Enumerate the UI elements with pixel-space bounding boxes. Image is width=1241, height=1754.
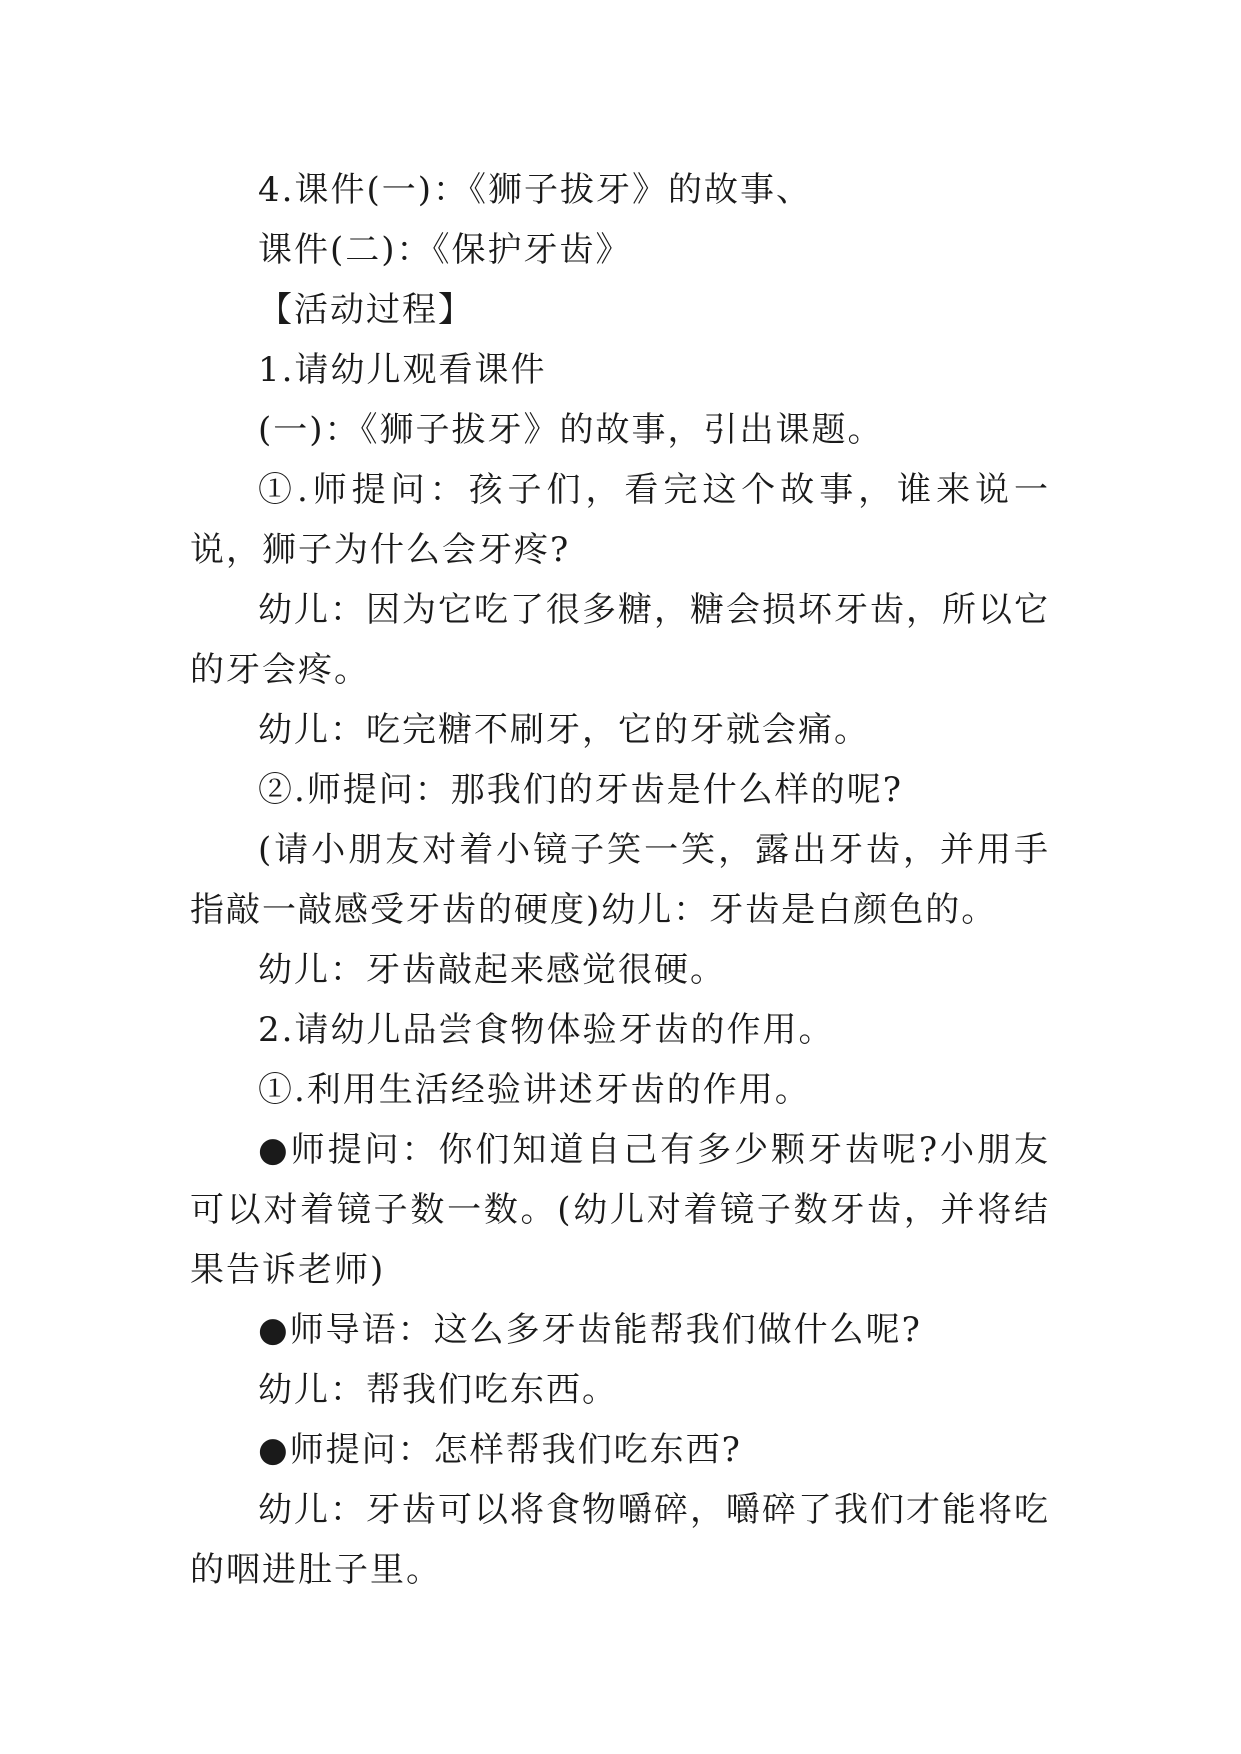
paragraph: 幼儿：牙齿敲起来感觉很硬。 <box>258 950 726 990</box>
paragraph: ①.师提问：孩子们，看完这个故事，谁来说一说，狮子为什么会牙疼? <box>190 470 1050 570</box>
paragraph: ①.利用生活经验讲述牙齿的作用。 <box>258 1070 811 1110</box>
paragraph: 2.请幼儿品尝食物体验牙齿的作用。 <box>258 1010 835 1050</box>
paragraph: ●师提问：你们知道自己有多少颗牙齿呢?小朋友可以对着镜子数一数。(幼儿对着镜子数牙齿，并将结果告诉老师) <box>190 1130 1050 1290</box>
paragraph: (请小朋友对着小镜子笑一笑，露出牙齿，并用手指敲一敲感受牙齿的硬度)幼儿：牙齿是白颜色的。 <box>190 830 1050 930</box>
paragraph: 1.请幼儿观看课件 <box>258 350 547 390</box>
paragraph: ②.师提问：那我们的牙齿是什么样的呢? <box>258 770 904 810</box>
paragraph: 幼儿：吃完糖不刷牙，它的牙就会痛。 <box>258 710 870 750</box>
section-heading: 【活动过程】 <box>258 290 474 330</box>
paragraph: ●师导语：这么多牙齿能帮我们做什么呢? <box>258 1310 922 1350</box>
document-body <box>190 160 1050 1600</box>
paragraph: ●师提问：怎样帮我们吃东西? <box>258 1430 742 1470</box>
paragraph: 4.课件(一)：《狮子拔牙》的故事、 <box>258 170 812 210</box>
paragraph: 课件(二)：《保护牙齿》 <box>258 230 632 270</box>
paragraph: (一)：《狮子拔牙》的故事，引出课题。 <box>258 410 884 450</box>
paragraph: 幼儿：帮我们吃东西。 <box>258 1370 618 1410</box>
paragraph: 幼儿：因为它吃了很多糖，糖会损坏牙齿，所以它的牙会疼。 <box>190 590 1050 690</box>
paragraph: 幼儿：牙齿可以将食物嚼碎，嚼碎了我们才能将吃的咽进肚子里。 <box>190 1490 1050 1590</box>
